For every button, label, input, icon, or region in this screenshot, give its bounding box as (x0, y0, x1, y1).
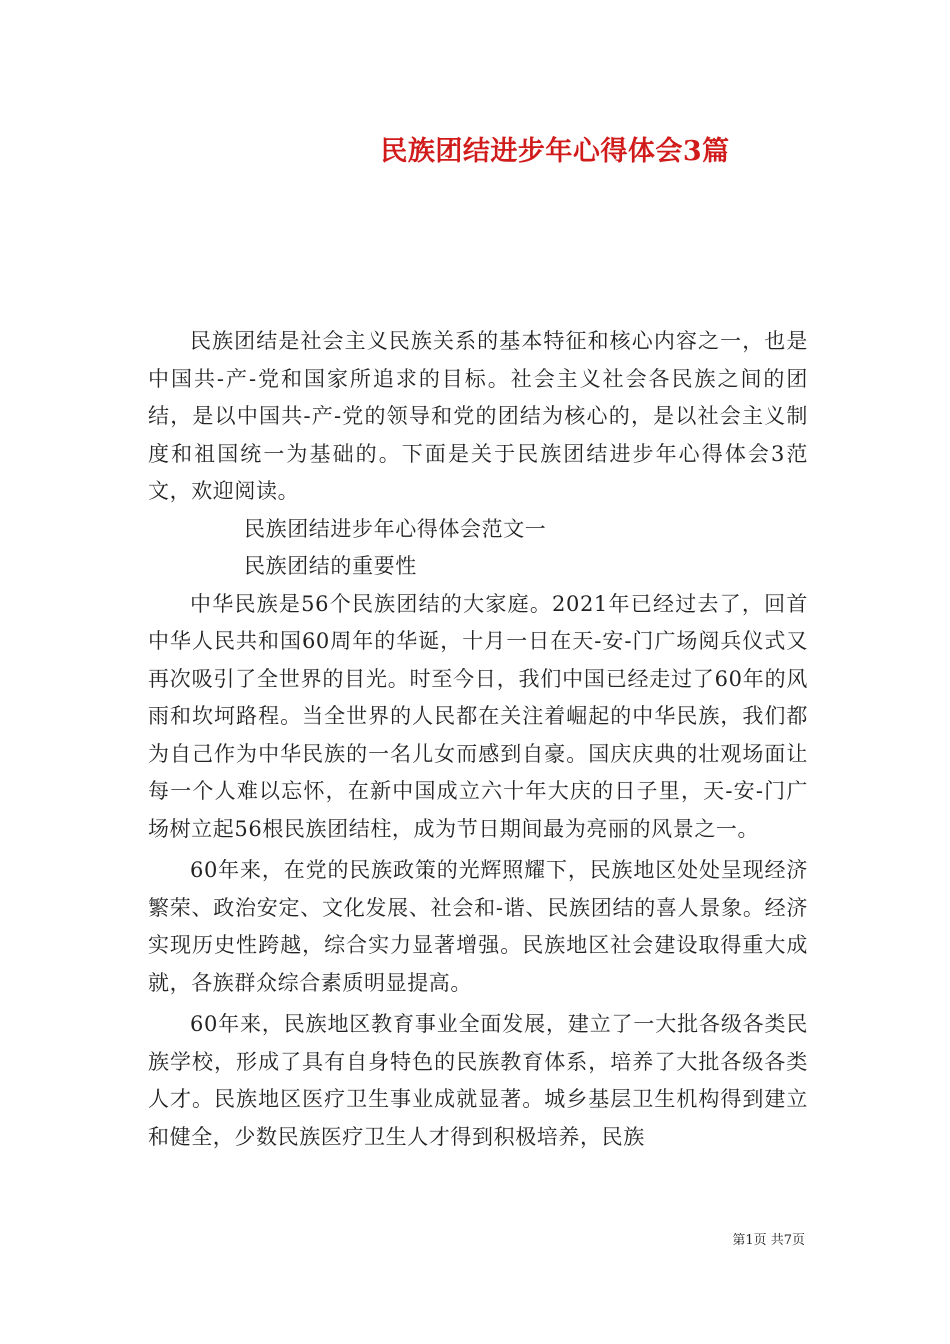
page-number: 第1页 共7页 (732, 1233, 805, 1248)
body-paragraph: 60年来，在党的民族政策的光辉照耀下，民族地区处处呈现经济繁荣、政治安定、文化发展、社会和-谐、民族团结的喜人景象。经济实现历史性跨越，综合实力显著增强。民族地区社会建设取得重大成就，各族群众综合素质明显提高。 (148, 858, 808, 995)
section-heading: 民族团结进步年心得体会范文一 (244, 516, 547, 541)
body-paragraph: 中华民族是56个民族团结的大家庭。2021年已经过去了，回首中华人民共和国60周年的华诞，十月一日在天-安-门广场阅兵仪式又再次吸引了全世界的目光。时至今日，我们中国已经走过了60年的风雨和坎坷路程。当全世界的人民都在关注着崛起的中华民族，我们都为自己作为中华民族的一名儿女而感到自豪。国庆庆典的壮观场面让每一个人难以忘怀，在新中国成立六十年大庆的日子里，天-安-门广场树立起56根民族团结柱，成为节日期间最为亮丽的风景之一。 (148, 591, 808, 841)
subsection-heading: 民族团结的重要性 (244, 554, 417, 578)
document-title: 民族团结进步年心得体会3篇 (380, 136, 730, 167)
document-body (148, 323, 808, 1156)
intro-paragraph: 民族团结是社会主义民族关系的基本特征和核心内容之一，也是中国共-产-党和国家所追求的目标。社会主义社会各民族之间的团结，是以中国共-产-党的领导和党的团结为核心的，是以社会主义制度和祖国统一为基础的。下面是关于民族团结进步年心得体会3范文，欢迎阅读。 (148, 329, 808, 503)
body-paragraph: 60年来，民族地区教育事业全面发展，建立了一大批各级各类民族学校，形成了具有自身特色的民族教育体系，培养了大批各级各类人才。民族地区医疗卫生事业成就显著。城乡基层卫生机构得到建立和健全，少数民族医疗卫生人才得到积极培养，民族 (148, 1012, 808, 1149)
